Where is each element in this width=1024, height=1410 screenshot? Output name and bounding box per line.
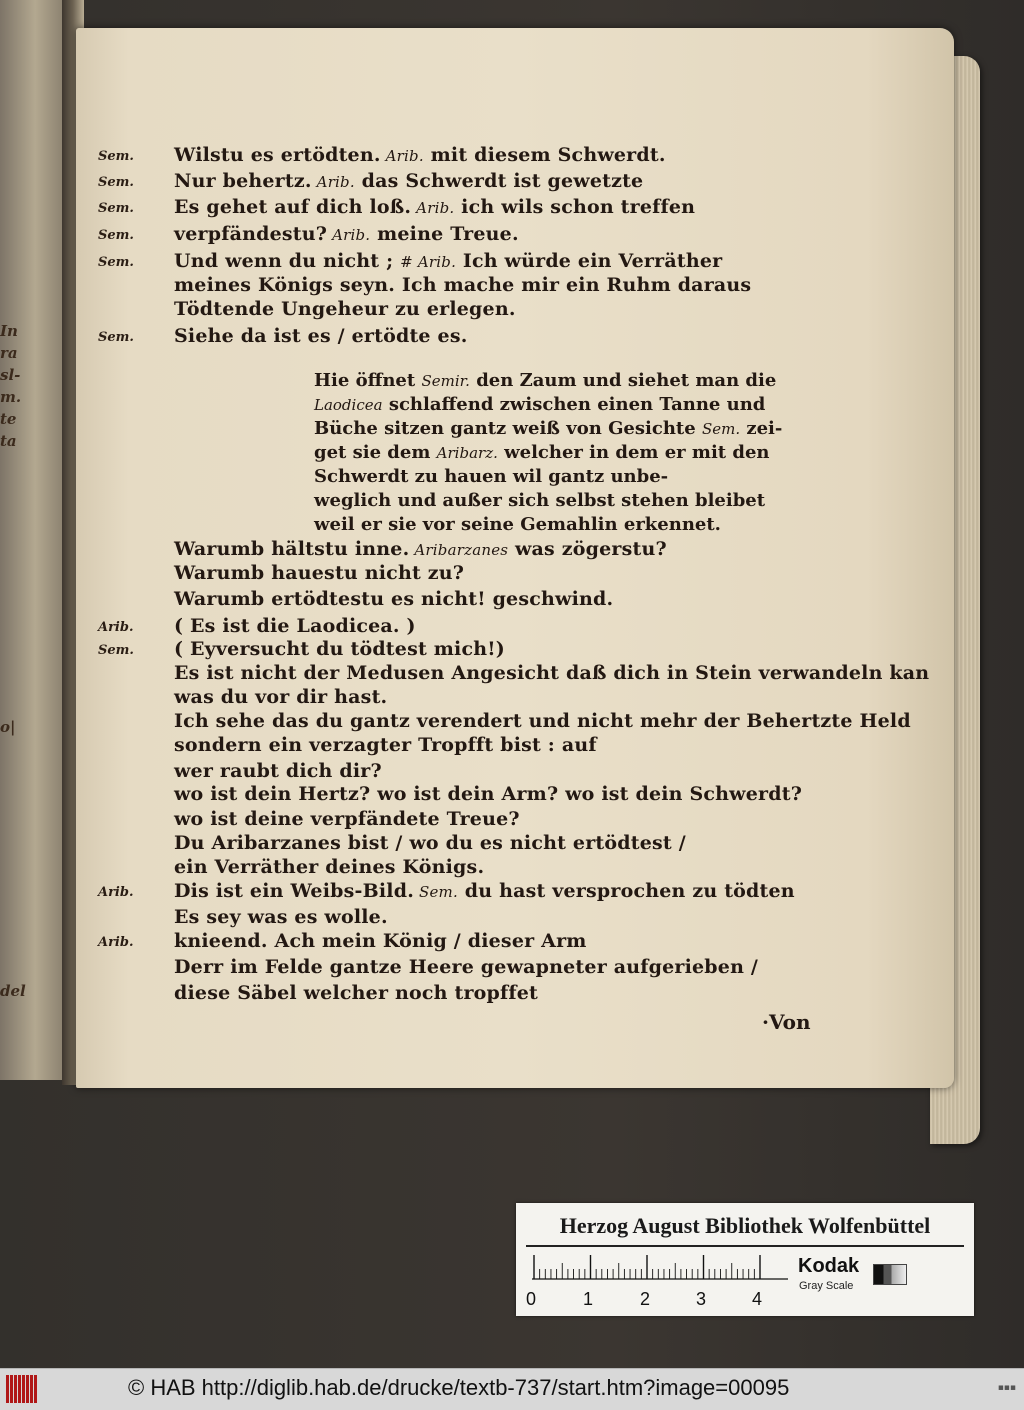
ruler-number: 1: [583, 1289, 594, 1309]
gray-scale-label: Gray Scale: [799, 1280, 854, 1292]
text-segment: meines Königs seyn. Ich mache mir ein Ruhm daraus: [174, 274, 752, 296]
text-line: [174, 662, 929, 684]
text-line: [174, 170, 643, 192]
text-segment: Du Aribarzanes bist / wo du es nicht ertödtest /: [174, 832, 686, 854]
text-line: [174, 856, 484, 878]
left-page-fragment: [0, 518, 30, 540]
text-segment: Nur behertz.: [174, 170, 312, 192]
speaker-label: Arib.: [98, 885, 134, 900]
text-line: [174, 638, 505, 660]
left-page-fragment: [0, 540, 30, 562]
text-segment: weil er sie vor seine Gemahlin erkennet.: [314, 514, 721, 535]
text-line: [174, 832, 686, 854]
left-page-fragment: ta: [0, 432, 17, 450]
left-page-fragment: [0, 826, 30, 848]
left-page-fragment: sl-: [0, 366, 21, 384]
text-segment: Dis ist ein Weibs-Bild.: [174, 880, 415, 902]
left-page-fragment: [0, 914, 30, 936]
text-line: [174, 562, 464, 584]
text-segment: ( Es ist die Laodicea. ): [174, 615, 416, 637]
catchword: ·Von: [762, 1010, 811, 1034]
text-segment: Siehe da ist es / ertödte es.: [174, 325, 468, 347]
text-line: [174, 325, 468, 347]
text-line: [174, 223, 519, 245]
speaker-label: Sem.: [98, 149, 134, 164]
text-segment: was du vor dir hast.: [174, 686, 388, 708]
latin-name: Laodicea: [314, 396, 383, 414]
footer-mark: ▪▪▪: [997, 1383, 1016, 1393]
speaker-label: Sem.: [98, 255, 134, 270]
text-segment: du hast versprochen zu tödten: [457, 880, 795, 902]
left-page-fragment: ra: [0, 344, 18, 362]
text-line: [174, 930, 587, 952]
text-segment: Es gehet auf dich loß.: [174, 196, 412, 218]
hab-logo-icon: [6, 1375, 40, 1403]
text-line: [174, 298, 516, 320]
stage-direction-line: [314, 370, 776, 391]
text-segment: Wilstu es ertödten.: [174, 144, 381, 166]
text-line: [174, 982, 538, 1004]
footer-bar: [0, 1368, 1024, 1410]
book-page: [76, 28, 954, 1088]
left-page-fragment: [0, 584, 30, 606]
measurement-ruler: [530, 1255, 792, 1283]
left-page-fragment: [0, 672, 30, 694]
text-segment: weglich und außer sich selbst stehen bleibet: [314, 490, 766, 511]
text-segment: ein Verräther deines Königs.: [174, 856, 485, 878]
left-page-fragment: [0, 474, 30, 496]
left-page-fragment: [0, 760, 30, 782]
text-segment: was zögerstu?: [508, 538, 667, 560]
text-line: [174, 144, 666, 166]
text-segment: den Zaum und siehet man die: [469, 370, 777, 391]
stage-direction-line: [314, 490, 765, 511]
stage-direction-line: [314, 466, 668, 487]
gray-scale-swatch: [873, 1264, 907, 1285]
card-rule: [526, 1245, 964, 1247]
latin-name: Aribarzanes: [409, 541, 509, 559]
text-segment: knieend. Ach mein König / dieser Arm: [174, 930, 587, 952]
text-line: [174, 783, 802, 805]
left-page-fragment: te: [0, 410, 17, 428]
left-page-fragment: [0, 958, 30, 980]
latin-name: Arib.: [380, 147, 424, 165]
text-segment: verpfändestu?: [174, 223, 328, 245]
text-segment: Warumb hältstu inne.: [174, 538, 410, 560]
left-page-fragment: [0, 650, 30, 672]
text-segment: sondern ein verzagter Tropfft bist : auf: [174, 734, 597, 756]
latin-name: Arib.: [327, 226, 371, 244]
left-page-fragment: In: [0, 322, 18, 340]
left-page-fragment: o|: [0, 718, 16, 736]
text-segment: Warumb ertödtestu es nicht! geschwind.: [174, 588, 614, 610]
latin-name: Arib.: [411, 199, 455, 217]
latin-name: Arib.: [311, 173, 355, 191]
stage-direction-line: [314, 442, 770, 463]
text-segment: ( Eyversucht du tödtest mich!): [174, 638, 505, 660]
text-segment: Ich würde ein Verräther: [456, 250, 723, 272]
left-page-fragment: [0, 738, 30, 760]
text-line: [174, 760, 382, 782]
text-line: [174, 906, 388, 928]
left-page-fragment: [0, 496, 30, 518]
speaker-label: Arib.: [98, 620, 134, 635]
text-segment: Warumb hauestu nicht zu?: [174, 562, 465, 584]
left-page-fragment: [0, 782, 30, 804]
ruler-number: 3: [696, 1289, 707, 1309]
text-segment: zei-: [740, 418, 783, 439]
text-line: [174, 588, 613, 610]
left-page-fragment: [0, 892, 30, 914]
speaker-label: Sem.: [98, 330, 134, 345]
left-page-fragment: [0, 936, 30, 958]
text-segment: wer raubt dich dir?: [174, 760, 382, 782]
library-color-card: [516, 1203, 974, 1316]
text-segment: wo ist dein Hertz? wo ist dein Arm? wo ist dein Schwerdt?: [174, 783, 803, 805]
left-page-fragment: [0, 628, 30, 650]
left-page-fragment: del: [0, 982, 26, 1000]
library-name: Herzog August Bibliothek Wolfenbüttel: [559, 1213, 931, 1238]
left-page-fragment: m.: [0, 388, 22, 406]
text-segment: mit diesem Schwerdt.: [423, 144, 666, 166]
text-line: [174, 538, 667, 560]
text-segment: wo ist deine verpfändete Treue?: [174, 808, 520, 830]
left-page-fragment: [0, 562, 30, 584]
speaker-label: Arib.: [98, 935, 134, 950]
text-segment: Derr im Felde gantze Heere gewapneter aufgerieben /: [174, 956, 759, 978]
latin-name: Aribarz.: [436, 444, 498, 462]
text-segment: Schwerdt zu hauen wil gantz unbe-: [314, 466, 669, 487]
left-page-fragment: [0, 804, 30, 826]
ruler-number: 2: [640, 1289, 651, 1309]
speaker-label: Sem.: [98, 175, 134, 190]
text-line: [174, 686, 387, 708]
speaker-label: Sem.: [98, 228, 134, 243]
latin-name: Sem.: [701, 420, 741, 438]
ruler-number: 4: [752, 1289, 763, 1309]
text-segment: schlaffend zwischen einen Tanne und: [382, 394, 766, 415]
text-line: [174, 880, 795, 902]
latin-name: # Arib.: [400, 253, 457, 271]
text-segment: Und wenn du nicht ;: [174, 250, 401, 272]
left-page-fragment: [0, 452, 30, 474]
speaker-label: Sem.: [98, 643, 134, 658]
text-segment: Tödtende Ungeheur zu erlegen.: [174, 298, 516, 320]
text-segment: ich wils schon treffen: [454, 196, 696, 218]
text-segment: Hie öffnet: [314, 370, 422, 391]
text-segment: diese Säbel welcher noch tropffet: [174, 982, 539, 1004]
text-line: [174, 808, 520, 830]
text-segment: get sie dem: [314, 442, 437, 463]
text-line: [174, 734, 597, 756]
text-segment: Es sey was es wolle.: [174, 906, 388, 928]
ruler-number: 0: [526, 1289, 537, 1309]
text-line: [174, 710, 911, 732]
latin-name: Semir.: [421, 372, 470, 390]
stage-direction-line: [314, 418, 782, 439]
text-line: [174, 250, 722, 272]
latin-name: Sem.: [414, 883, 458, 901]
left-page-fragment: [0, 848, 30, 870]
text-line: [174, 196, 695, 218]
text-segment: meine Treue.: [370, 223, 519, 245]
text-segment: Es ist nicht der Medusen Angesicht daß dich in Stein verwandeln kan: [174, 662, 930, 684]
left-page-fragment: [0, 694, 30, 716]
text-line: [174, 956, 758, 978]
text-line: [174, 615, 416, 637]
speaker-label: Sem.: [98, 201, 134, 216]
text-segment: das Schwerdt ist gewetzte: [354, 170, 644, 192]
kodak-logo: Kodak: [798, 1255, 860, 1277]
footer-url[interactable]: © HAB http://diglib.hab.de/drucke/textb-737/start.htm?image=00095: [128, 1375, 790, 1400]
left-page-fragment: [0, 870, 30, 892]
text-segment: welcher in dem er mit den: [497, 442, 770, 463]
text-segment: Büche sitzen gantz weiß von Gesichte: [314, 418, 702, 439]
text-line: [174, 274, 751, 296]
stage-direction-line: [314, 394, 765, 415]
left-page-fragment: [0, 606, 30, 628]
text-segment: Ich sehe das du gantz verendert und nicht mehr der Behertzte Held: [174, 710, 911, 732]
left-page-fragments: [0, 320, 30, 1002]
stage-direction-line: [314, 514, 721, 535]
